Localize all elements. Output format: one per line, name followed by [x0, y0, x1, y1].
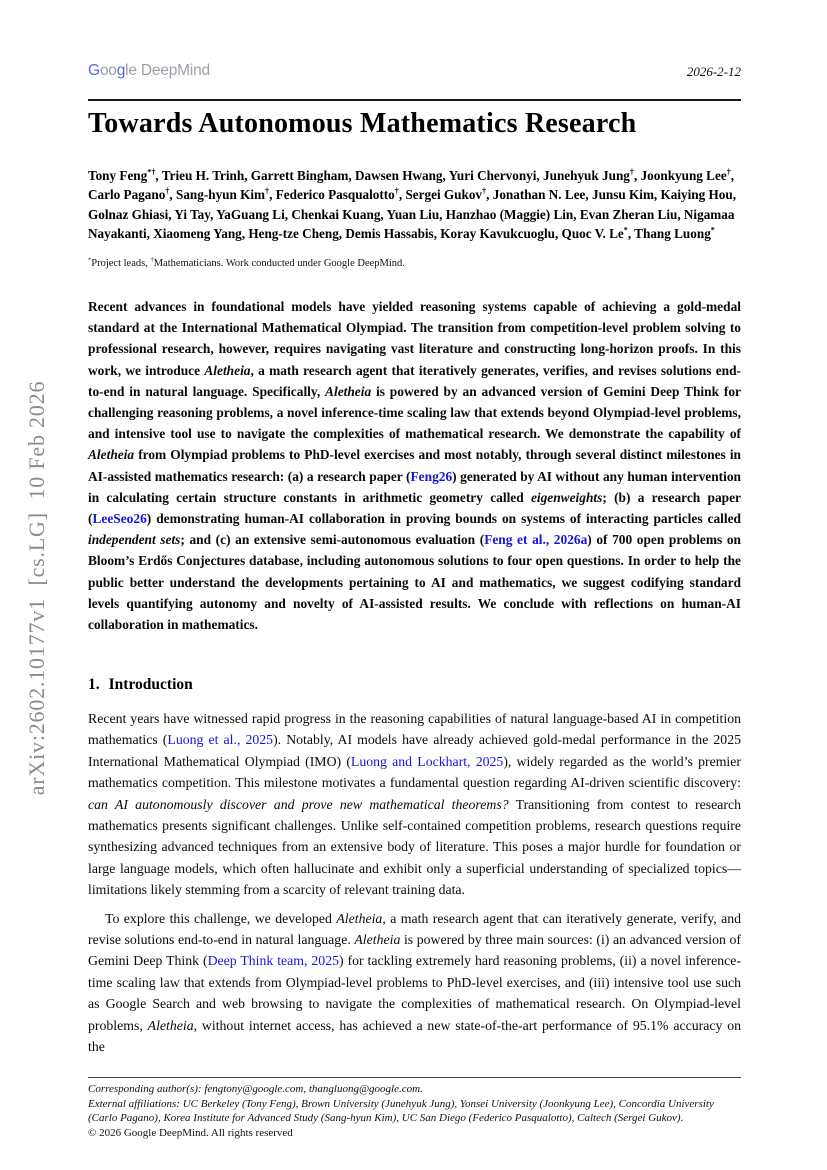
emphasis-text: Aletheia [147, 1017, 194, 1033]
logo-letter: oo [99, 62, 117, 79]
text-segment: Project leads, [91, 258, 151, 269]
logo-letter: DeepMind [136, 62, 210, 79]
citation-link[interactable]: LeeSeo26 [92, 511, 147, 527]
text-segment: Mathematicians. Work conducted under Google DeepMind. [153, 258, 405, 269]
superscript-mark: † [265, 186, 270, 196]
text-segment: ) for tackling extremely hard reasoning problems, (ii) a novel inference-time scaling law that extends from Olympiad-level problems to PhD-level exercises, and (iii) intensive tool use such as Google Search and web browsing to navigate the complexities of mathematical research. On Olympiad-level problems, [88, 953, 741, 1033]
text-segment: ) demonstrating human-AI collaboration in proving bounds on systems of interacting particles called [146, 511, 741, 527]
author-note [88, 258, 741, 269]
superscript-mark: † [482, 186, 487, 196]
google-deepmind-logo [88, 62, 210, 80]
text-segment: Tony Feng [88, 168, 148, 183]
text-segment: , Joonkyung Lee [633, 168, 727, 183]
citation-link[interactable]: Luong and Lockhart, 2025 [350, 753, 504, 769]
citation-link[interactable]: Deep Think team, 2025 [207, 953, 339, 969]
section-number: 1. [88, 676, 100, 693]
emphasis-text: Aletheia [354, 932, 401, 948]
emphasis-text: eigenweights [530, 489, 603, 505]
emphasis-text: can AI autonomously discover and prove new mathematical theorems? [88, 796, 509, 812]
header-divider [88, 99, 741, 101]
superscript-mark: * [710, 225, 715, 235]
text-segment: , Jonathan N. Lee, Junsu Kim, Kaiying Hou, Golnaz Ghiasi, Yi Tay, YaGuang Li, Chenkai Kuang, Yuan Liu, Hanzhao (Maggie) Lin, Evan Zheran Liu, Nigamaa Nayakanti, Xiaomeng Yang, Heng-tze Cheng, Demis Hassabis, Koray Kavukcuoglu, Quoc V. Le [88, 187, 737, 241]
emphasis-text: Aletheia [88, 447, 135, 463]
citation-link[interactable]: Feng et al., 2026a [484, 532, 588, 548]
text-segment: To explore this challenge, we developed [105, 910, 337, 926]
text-segment: , a math research agent that can iteratively generate, verify, and revise solutions end-to-end in natural language. [88, 910, 741, 948]
superscript-mark: * [623, 225, 628, 235]
superscript-mark: † [150, 256, 154, 264]
emphasis-text: independent sets [88, 532, 181, 548]
superscript-mark: † [629, 167, 634, 177]
header-date: 2026-2-12 [686, 64, 741, 79]
emphasis-text: Aletheia [336, 910, 383, 926]
section-heading-introduction [88, 676, 741, 694]
text-segment: is powered by three main sources: (i) an advanced version of Gemini Deep Think ( [88, 932, 741, 969]
text-segment: ). Notably, AI models have already achieved gold-medal performance in the 2025 International Mathematical Olympiad (IMO) ( [88, 732, 741, 769]
text-segment: ) of 700 open problems on Bloom’s Erdős Conjectures database, including autonomous solutions to four open questions. In order to help the public better understand the developments pertaining to AI and mathematics, we suggest codifying standard levels quantifying autonomy and novelty of AI-assisted results. We conclude with reflections on human-AI collaboration in mathematics. [88, 532, 741, 633]
text-segment: , Thang Luong [627, 225, 711, 241]
copyright-line: © 2026 Google DeepMind. All rights reserved [88, 1127, 293, 1140]
text-segment: ; and (c) an extensive semi-autonomous evaluation ( [180, 532, 485, 548]
intro-paragraph-2 [88, 908, 741, 1058]
corresponding-authors-line: Corresponding author(s): fengtony@google.com, thangluong@google.com. [88, 1083, 423, 1095]
text-segment: from Olympiad problems to PhD-level exercises and most notably, through several distinct milestones in AI-assisted mathematics research: (a) a research paper ( [88, 447, 741, 484]
header [88, 62, 741, 80]
text-segment: ), widely regarded as the world’s premier mathematics competition. This milestone motivates a fundamental question regarding AI-driven scientific discovery: [88, 753, 741, 791]
text-segment: , Sergei Gukov [398, 187, 483, 203]
text-segment: , Sang-hyun Kim [169, 187, 266, 203]
citation-link[interactable]: Luong et al., 2025 [167, 732, 274, 748]
intro-paragraph-1 [88, 708, 741, 901]
text-segment: , a math research agent that iteratively generates, verifies, and revises solutions end-to-end in natural language. Specifically, [88, 362, 741, 399]
citation-link[interactable]: Feng26 [410, 468, 453, 484]
superscript-mark: * [88, 256, 92, 264]
logo-letter: g [116, 62, 126, 79]
superscript-mark: † [394, 186, 399, 196]
text-segment: , without internet access, has achieved a new state-of-the-art performance of 95.1% accuracy on the [88, 1017, 742, 1055]
text-segment: , Federico Pasqualotto [269, 187, 395, 203]
text-segment: ; (b) a research paper ( [88, 489, 741, 527]
author-list [88, 166, 741, 243]
text-segment: is powered by an advanced version of Gemini Deep Think for challenging reasoning problems, a novel inference-time scaling law that extends beyond Olympiad-level problems, and intensive tool use to navigate the complexities of mathematical research. We demonstrate the capability of [88, 383, 741, 442]
text-segment: Recent advances in foundational models have yielded reasoning systems capable of achieving a gold-medal standard at the International Mathematical Olympiad. The transition from competition-level problem solving to professional research, however, requires navigating vast literature and constructing long-horizon proofs. In this work, we introduce [88, 299, 741, 378]
paper-title: Towards Autonomous Mathematics Research [88, 108, 637, 139]
emphasis-text: Aletheia [325, 383, 372, 399]
superscript-mark: † [726, 167, 731, 177]
arxiv-watermark: arXiv:2602.10177v1 [cs.LG] 10 Feb 2026 [24, 380, 49, 796]
abstract [88, 296, 741, 635]
superscript-mark: † [165, 186, 170, 196]
text-segment: ) generated by AI without any human intervention in calculating certain structure constants in arithmetic geometry called [88, 468, 741, 505]
logo-letter: G [88, 62, 100, 79]
logo-letter: le [125, 62, 137, 79]
text-segment: , Carlo Pagano [88, 168, 735, 203]
superscript-mark: *† [147, 167, 156, 177]
text-segment: , Trieu H. Trinh, Garrett Bingham, Dawsen Hwang, Yuri Chervonyi, Junehyuk Jung [155, 168, 630, 183]
section-title: Introduction [108, 676, 193, 693]
introduction-section [88, 676, 741, 1065]
text-segment: Recent years have witnessed rapid progress in the reasoning capabilities of natural language-based AI in competition mathematics ( [88, 711, 741, 748]
text-segment: Transitioning from contest to research mathematics presents significant challenges. Unlike self-contained competition problems, research questions require synthesizing advanced techniques from an extensive body of literature. This poses a major hurdle for foundation or large language models, which often hallucinate and exhibit only a superficial understanding of specialized topics—limitations likely stemming from a scarcity of relevant training data. [88, 796, 742, 898]
footnote-divider [88, 1077, 741, 1078]
footer [88, 1082, 741, 1141]
external-affiliations-line: External affiliations: UC Berkeley (Tony Feng), Brown University (Junehyuk Jung), Yonsei University (Joonkyung Lee), Concordia University (Carlo Pagano), Korea Institute for Advanced Study (Sang-hyun Kim), UC San Diego (Federico Pasqualotto), Caltech (Sergei Gukov). [88, 1097, 714, 1125]
emphasis-text: Aletheia [204, 362, 251, 378]
